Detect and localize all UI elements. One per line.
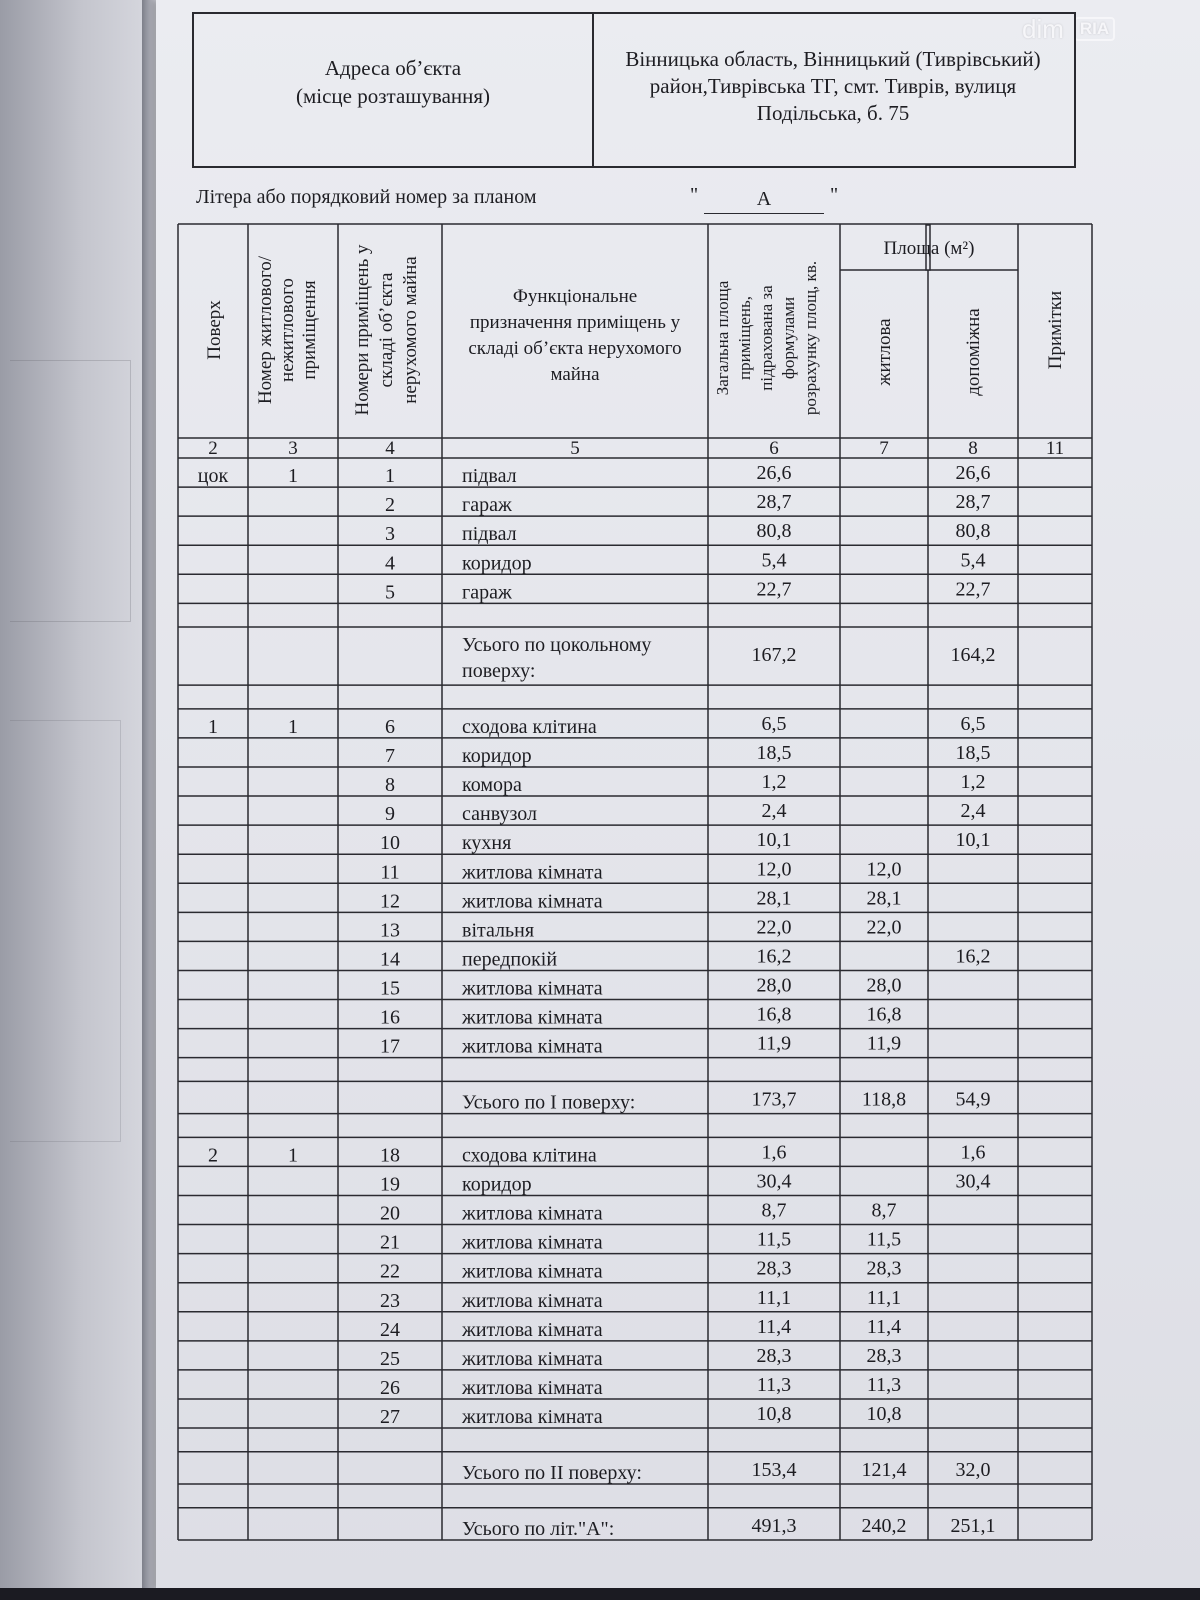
header-unit: нежитлового xyxy=(277,278,298,382)
header-total: приміщень, xyxy=(735,296,754,380)
address-value-line: Вінницька область, Вінницький (Тиврівський) xyxy=(625,47,1041,71)
cell-room: 27 xyxy=(380,1406,400,1429)
header-living: житлова xyxy=(874,318,895,386)
cell-total: 26,6 xyxy=(756,462,792,485)
cell-total: 10,1 xyxy=(756,829,792,852)
column-number: 5 xyxy=(570,438,580,459)
cell-total: 16,2 xyxy=(756,945,792,968)
cell-room: 5 xyxy=(385,581,395,604)
cell-name: Усього по II поверху: xyxy=(462,1462,642,1485)
cell-aux: 2,4 xyxy=(960,800,986,823)
cell-total: 173,7 xyxy=(751,1088,797,1111)
cell-name: житлова кімната xyxy=(462,1376,603,1399)
cell-total: 30,4 xyxy=(756,1170,792,1193)
cell-living: 11,3 xyxy=(866,1373,902,1396)
column-number: 4 xyxy=(385,438,395,459)
cell-total: 28,3 xyxy=(756,1344,792,1367)
cell-name: житлова кімната xyxy=(462,977,603,1000)
cell-total: 11,3 xyxy=(756,1373,792,1396)
cell-living: 12,0 xyxy=(866,858,902,881)
cell-room: 3 xyxy=(385,523,395,546)
cell-aux: 32,0 xyxy=(955,1459,991,1482)
cell-aux: 1,6 xyxy=(960,1141,986,1164)
cell-room: 19 xyxy=(380,1173,400,1196)
cell-name: житлова кімната xyxy=(462,890,603,913)
cell-total: 11,4 xyxy=(756,1315,792,1338)
cell-room: 20 xyxy=(380,1202,400,1225)
cell-aux: 10,1 xyxy=(955,829,991,852)
cell-living: 118,8 xyxy=(861,1088,907,1111)
cell-aux: 22,7 xyxy=(955,578,991,601)
cell-name: передпокій xyxy=(462,948,558,971)
cell-name: Усього по літ."А": xyxy=(462,1518,615,1540)
cell-name: кухня xyxy=(462,832,512,855)
page-bottom-edge xyxy=(0,1588,1200,1600)
cell-name: коридор xyxy=(462,744,532,767)
cell-living: 8,7 xyxy=(871,1199,897,1222)
column-number: 2 xyxy=(208,438,218,459)
cell-living: 28,0 xyxy=(866,974,902,997)
cell-living: 22,0 xyxy=(866,916,902,939)
cell-aux: 54,9 xyxy=(955,1088,991,1111)
header-auxiliary: допоміжна xyxy=(963,308,984,396)
cell-aux: 26,6 xyxy=(955,462,991,485)
cell-total: 8,7 xyxy=(761,1199,787,1222)
cell-living: 11,5 xyxy=(866,1228,902,1251)
cell-aux: 5,4 xyxy=(960,549,986,572)
column-number: 3 xyxy=(288,438,298,459)
cell-total: 153,4 xyxy=(751,1459,797,1482)
header-unit: Номер житлового/ xyxy=(255,255,276,405)
cell-aux: 1,2 xyxy=(960,771,986,794)
cell-room: 11 xyxy=(380,861,400,884)
header-area-group: Площа (м²) xyxy=(883,238,975,259)
address-label-line: (місце розташування) xyxy=(295,84,491,108)
cell-room: 8 xyxy=(385,774,395,797)
column-number: 8 xyxy=(968,438,978,459)
cell-name: гараж xyxy=(462,494,512,517)
address-label-line: Адреса об’єкта xyxy=(324,56,462,80)
cell-total: 6,5 xyxy=(761,712,787,735)
cell-room: 12 xyxy=(380,890,400,913)
header-floor: Поверх xyxy=(204,300,225,360)
cell-name: гараж xyxy=(462,581,512,604)
cell-aux: 6,5 xyxy=(960,712,986,735)
table-header xyxy=(204,238,1066,459)
column-number: 7 xyxy=(879,438,889,459)
table-body xyxy=(198,462,996,1540)
cell-living: 11,4 xyxy=(866,1315,902,1338)
cell-name: житлова кімната xyxy=(462,861,603,884)
cell-name: поверху: xyxy=(462,660,536,683)
cell-room: 10 xyxy=(380,832,400,855)
header-notes: Примітки xyxy=(1045,290,1066,370)
header-total: підрахована за xyxy=(757,285,776,391)
header-function: майна xyxy=(550,364,600,385)
header-total: формулами xyxy=(779,296,798,380)
cell-room: 22 xyxy=(380,1260,400,1283)
litera-value: А xyxy=(704,188,824,214)
cell-name: житлова кімната xyxy=(462,1318,603,1341)
cell-total: 12,0 xyxy=(756,858,792,881)
header-function: складі об’єкта нерухомого xyxy=(468,338,682,359)
column-number: 6 xyxy=(769,438,779,459)
cell-aux: 80,8 xyxy=(955,520,991,543)
cell-total: 11,9 xyxy=(756,1032,792,1055)
cell-name: сходова клітина xyxy=(462,715,597,738)
cell-name: підвал xyxy=(462,523,517,546)
cell-total: 18,5 xyxy=(756,741,792,764)
cell-living: 240,2 xyxy=(861,1515,907,1537)
cell-room: 13 xyxy=(380,919,400,942)
table-grid xyxy=(178,224,1092,1540)
cell-total: 80,8 xyxy=(756,520,792,543)
cell-floor: 1 xyxy=(208,715,218,738)
cell-room: 2 xyxy=(385,494,395,517)
cell-living: 121,4 xyxy=(861,1459,907,1482)
cell-living: 28,3 xyxy=(866,1344,902,1367)
cell-total: 28,0 xyxy=(756,974,792,997)
header-total: Загальна площа xyxy=(713,280,732,396)
cell-unit: 1 xyxy=(288,465,298,488)
header-function: призначення приміщень у xyxy=(469,312,681,333)
cell-name: житлова кімната xyxy=(462,1289,603,1312)
cell-room: 9 xyxy=(385,803,395,826)
cell-name: підвал xyxy=(462,465,517,488)
cell-room: 16 xyxy=(380,1006,400,1029)
cell-total: 11,1 xyxy=(756,1286,792,1309)
cell-name: житлова кімната xyxy=(462,1202,603,1225)
header-room: Номери приміщень у xyxy=(352,244,373,416)
cell-living: 11,9 xyxy=(866,1032,902,1055)
cell-room: 4 xyxy=(385,552,395,575)
cell-room: 6 xyxy=(385,715,395,738)
cell-total: 22,7 xyxy=(756,578,792,601)
cell-room: 18 xyxy=(380,1144,400,1167)
cell-living: 28,1 xyxy=(866,887,902,910)
cell-living: 16,8 xyxy=(866,1003,902,1026)
header-room: нерухомого майна xyxy=(400,256,421,404)
litera-quote-open: " xyxy=(690,184,699,206)
watermark-badge: RIA xyxy=(1074,17,1115,41)
cell-total: 28,7 xyxy=(756,491,792,514)
cell-room: 24 xyxy=(380,1318,400,1341)
watermark-brand: dim xyxy=(1022,14,1064,44)
cell-name: Усього по цокольному xyxy=(462,634,652,657)
cell-total: 5,4 xyxy=(761,549,787,572)
cell-total: 11,5 xyxy=(756,1228,792,1251)
cell-room: 17 xyxy=(380,1035,400,1058)
cell-living: 28,3 xyxy=(866,1257,902,1280)
cell-room: 14 xyxy=(380,948,400,971)
header-total: розрахунку площ, кв. xyxy=(801,260,820,416)
cell-living: 10,8 xyxy=(866,1403,902,1426)
cell-name: санвузол xyxy=(462,803,537,826)
cell-floor: 2 xyxy=(208,1144,218,1167)
cell-name: Усього по I поверху: xyxy=(462,1091,636,1114)
cell-room: 7 xyxy=(385,744,395,767)
cell-total: 2,4 xyxy=(761,800,787,823)
cell-room: 1 xyxy=(385,465,395,488)
address-value-line: Подільська, б. 75 xyxy=(756,101,910,125)
cell-floor: цок xyxy=(197,465,229,488)
cell-total: 28,1 xyxy=(756,887,792,910)
cell-aux: 16,2 xyxy=(955,945,991,968)
cell-aux: 251,1 xyxy=(950,1515,996,1537)
column-number: 11 xyxy=(1045,438,1065,459)
cell-room: 25 xyxy=(380,1347,400,1370)
cell-name: коридор xyxy=(462,552,532,575)
cell-unit: 1 xyxy=(288,715,298,738)
cell-unit: 1 xyxy=(288,1144,298,1167)
cell-room: 23 xyxy=(380,1289,400,1312)
header-unit: приміщення xyxy=(299,280,320,380)
cell-room: 15 xyxy=(380,977,400,1000)
address-value-line: район,Тиврівська ТГ, смт. Тиврів, вулиця xyxy=(649,74,1017,98)
cell-total: 10,8 xyxy=(756,1403,792,1426)
cell-aux: 18,5 xyxy=(955,741,991,764)
cell-total: 491,3 xyxy=(751,1515,797,1537)
cell-total: 1,6 xyxy=(761,1141,787,1164)
cell-aux: 30,4 xyxy=(955,1170,991,1193)
cell-total: 28,3 xyxy=(756,1257,792,1280)
cell-aux: 164,2 xyxy=(950,644,996,667)
cell-room: 26 xyxy=(380,1376,400,1399)
cell-name: коридор xyxy=(462,1173,532,1196)
cell-name: житлова кімната xyxy=(462,1347,603,1370)
cell-name: вітальня xyxy=(462,919,535,942)
cell-aux: 28,7 xyxy=(955,491,991,514)
litera-quote-close: " xyxy=(830,184,839,206)
cell-total: 1,2 xyxy=(761,771,787,794)
cell-total: 16,8 xyxy=(756,1003,792,1026)
cell-name: житлова кімната xyxy=(462,1260,603,1283)
litera-label: Літера або порядковий номер за планом xyxy=(196,186,537,208)
cell-total: 22,0 xyxy=(756,916,792,939)
cell-name: комора xyxy=(462,774,522,797)
cell-living: 11,1 xyxy=(866,1286,902,1309)
cell-name: сходова клітина xyxy=(462,1144,597,1167)
cell-name: житлова кімната xyxy=(462,1006,603,1029)
cell-name: житлова кімната xyxy=(462,1231,603,1254)
cell-room: 21 xyxy=(380,1231,400,1254)
header-room: складі об’єкта xyxy=(376,272,397,388)
cell-total: 167,2 xyxy=(751,644,797,667)
cell-name: житлова кімната xyxy=(462,1406,603,1429)
cell-name: житлова кімната xyxy=(462,1035,603,1058)
header-function: Функціональне xyxy=(512,286,638,307)
